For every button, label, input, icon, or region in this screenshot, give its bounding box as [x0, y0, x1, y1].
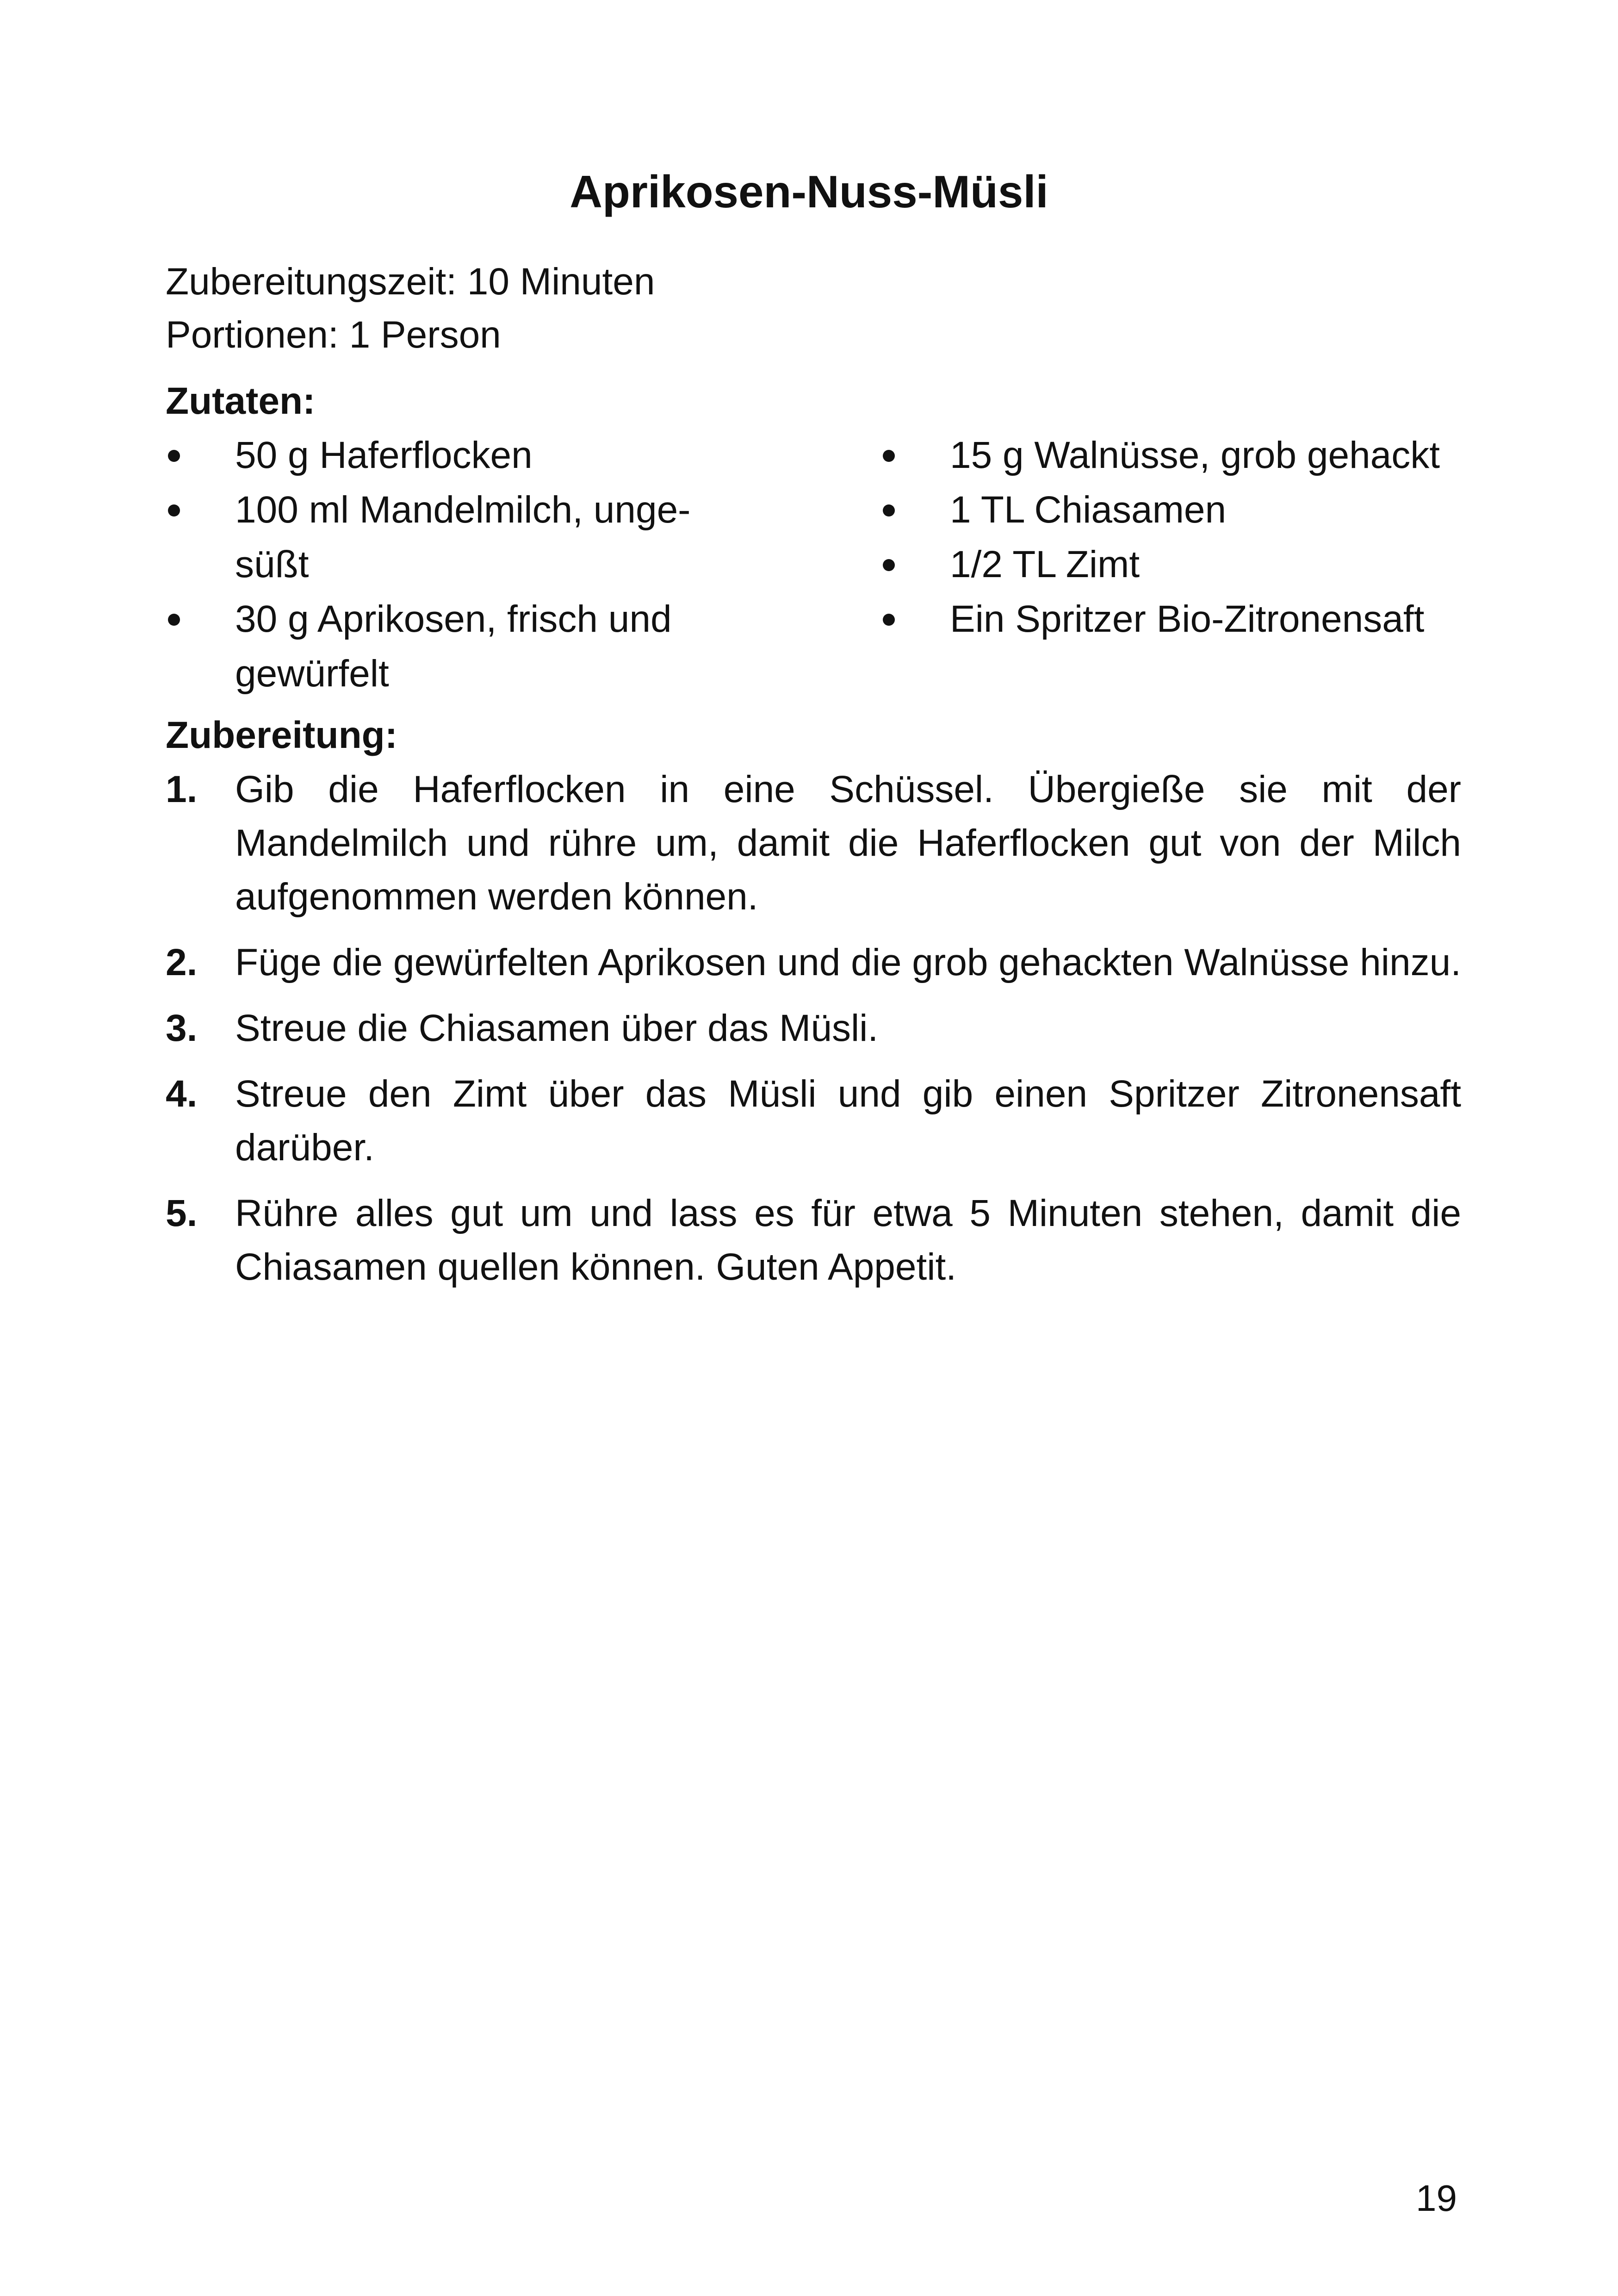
- ingredient-text: 1 TL Chiasamen: [950, 489, 1227, 531]
- ingredient-text: 100 ml Mandelmilch, unge-süßt: [235, 489, 691, 585]
- ingredients-list: [166, 428, 1461, 697]
- portions: Portionen: 1 Person: [166, 314, 501, 356]
- ingredient-text: 15 g Walnüsse, grob gehackt: [950, 434, 1440, 476]
- step-item: [166, 936, 1461, 989]
- bullet-icon: [883, 504, 895, 516]
- step-text: Füge die gewürfelten Aprikosen und die grob gehackten Walnüsse hinzu.: [235, 941, 1461, 983]
- ingredient-text: 1/2 TL Zimt: [950, 543, 1140, 585]
- step-number: 1.: [166, 768, 198, 810]
- ingredients-column-left: [166, 428, 744, 701]
- ingredient-item: [880, 483, 1459, 537]
- ingredient-text: 50 g Haferflocken: [235, 434, 533, 476]
- bullet-icon: [168, 614, 180, 626]
- preparation-steps: [166, 763, 1461, 1306]
- bullet-icon: [168, 504, 180, 516]
- ingredient-item: [880, 537, 1459, 592]
- bullet-icon: [883, 559, 895, 571]
- bullet-icon: [883, 450, 895, 462]
- ingredient-text: Ein Spritzer Bio-Zitronensaft: [950, 598, 1425, 640]
- step-item: [166, 1187, 1461, 1294]
- bullet-icon: [883, 614, 895, 626]
- ingredients-heading: Zutaten:: [166, 380, 316, 422]
- ingredient-item: [880, 428, 1459, 483]
- ingredients-column-right: [880, 428, 1459, 647]
- step-item: [166, 1067, 1461, 1175]
- step-item: [166, 763, 1461, 924]
- step-number: 3.: [166, 1007, 198, 1049]
- ingredient-item: [166, 428, 744, 483]
- ingredient-text: 30 g Aprikosen, frisch und gewürfelt: [235, 598, 672, 695]
- ingredient-item: [880, 592, 1459, 647]
- ingredient-item: [166, 483, 744, 592]
- step-text: Streue die Chiasamen über das Müsli.: [235, 1007, 879, 1049]
- prep-time: Zubereitungszeit: 10 Minuten: [166, 261, 655, 303]
- step-number: 5.: [166, 1192, 198, 1234]
- step-item: [166, 1002, 1461, 1055]
- step-number: 2.: [166, 941, 198, 983]
- page-number: 19: [1416, 2178, 1457, 2219]
- step-text: Rühre alles gut um und lass es für etwa 5 Minuten stehen, damit die Chiasamen quellen können. Guten Appetit.: [235, 1192, 1461, 1288]
- step-number: 4.: [166, 1073, 198, 1115]
- ingredient-item: [166, 592, 744, 701]
- bullet-icon: [168, 450, 180, 462]
- preparation-heading: Zubereitung:: [166, 714, 398, 756]
- recipe-title: Aprikosen-Nuss-Müsli: [570, 166, 1048, 217]
- step-text: Streue den Zimt über das Müsli und gib einen Spritzer Zitronensaft darüber.: [235, 1073, 1461, 1169]
- step-text: Gib die Haferflocken in eine Schüssel. Übergieße sie mit der Mandelmilch und rühre um, damit die Haferflocken gut von der Milch aufgenommen werden können.: [235, 768, 1461, 918]
